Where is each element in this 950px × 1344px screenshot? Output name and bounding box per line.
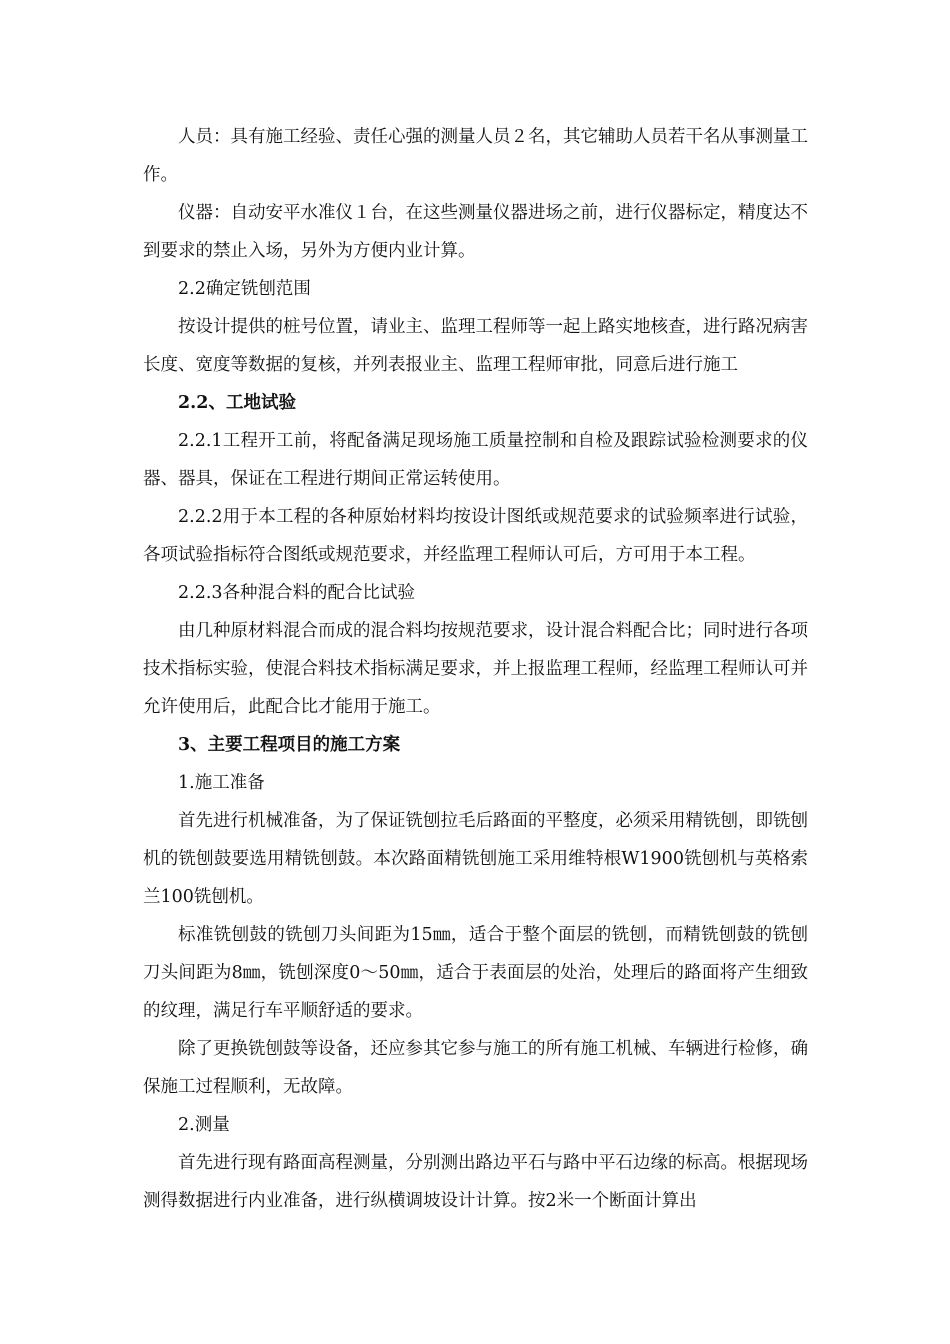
paragraph-machine-preparation: 首先进行机械准备，为了保证铣刨拉毛后路面的平整度，必须采用精铣刨，即铣刨机的铣刨鼓要选用精铣刨鼓。本次路面精铣刨施工采用维特根W1900铣刨机与英格索兰100铣刨机。 xyxy=(143,811,808,907)
paragraph-preparation-title: 1.施工准备 xyxy=(178,773,265,793)
paragraph-equipment-maintenance: 除了更换铣刨鼓等设备，还应参其它参与施工的所有施工机械、车辆进行检修，确保施工过程顺利，无故障。 xyxy=(143,1039,808,1097)
paragraph-milling-drum: 标准铣刨鼓的铣刨刀头间距为15㎜，适合于整个面层的铣刨，而精铣刨鼓的铣刨刀头间距为8㎜，铣刨深度0～50㎜，适合于表面层的处治，处理后的路面将产生细致的纹理，满足行车平顺舒适的要求。 xyxy=(143,925,808,1021)
paragraph-instruments: 仪器：自动安平水准仪１台，在这些测量仪器进场之前，进行仪器标定，精度达不到要求的禁止入场，另外为方便内业计算。 xyxy=(143,203,808,261)
paragraph-milling-scope: 按设计提供的桩号位置，请业主、监理工程师等一起上路实地核查，进行路况病害长度、宽度等数据的复核，并列表报业主、监理工程师审批，同意后进行施工 xyxy=(143,317,808,375)
paragraph-testing-2-2-2: 2.2.2用于本工程的各种原始材料均按设计图纸或规范要求的试验频率进行试验，各项试验指标符合图纸或规范要求，并经监理工程师认可后，方可用于本工程。 xyxy=(143,507,808,565)
document-body xyxy=(143,118,808,1220)
paragraph-milling-scope-title: 2.2确定铣刨范围 xyxy=(178,279,311,299)
paragraph-survey-title: 2.测量 xyxy=(178,1115,230,1135)
paragraph-testing-2-2-1: 2.2.1工程开工前，将配备满足现场施工质量控制和自检及跟踪试验检测要求的仪器、器具，保证在工程进行期间正常运转使用。 xyxy=(143,431,808,489)
paragraph-mix-ratio: 由几种原材料混合而成的混合料均按规范要求，设计混合料配合比；同时进行各项技术指标实验，使混合料技术指标满足要求，并上报监理工程师，经监理工程师认可并允许使用后，此配合比才能用于施工。 xyxy=(143,621,808,717)
paragraph-personnel: 人员：具有施工经验、责任心强的测量人员２名，其它辅助人员若干名从事测量工作。 xyxy=(143,127,808,185)
paragraph-survey: 首先进行现有路面高程测量，分别测出路边平石与路中平石边缘的标高。根据现场测得数据进行内业准备，进行纵横调坡设计计算。按2米一个断面计算出 xyxy=(143,1153,808,1211)
paragraph-testing-2-2-3-title: 2.2.3各种混合料的配合比试验 xyxy=(178,583,416,603)
heading-construction-plan: 3、主要工程项目的施工方案 xyxy=(178,735,401,755)
heading-site-testing: 2.2、工地试验 xyxy=(178,393,296,413)
